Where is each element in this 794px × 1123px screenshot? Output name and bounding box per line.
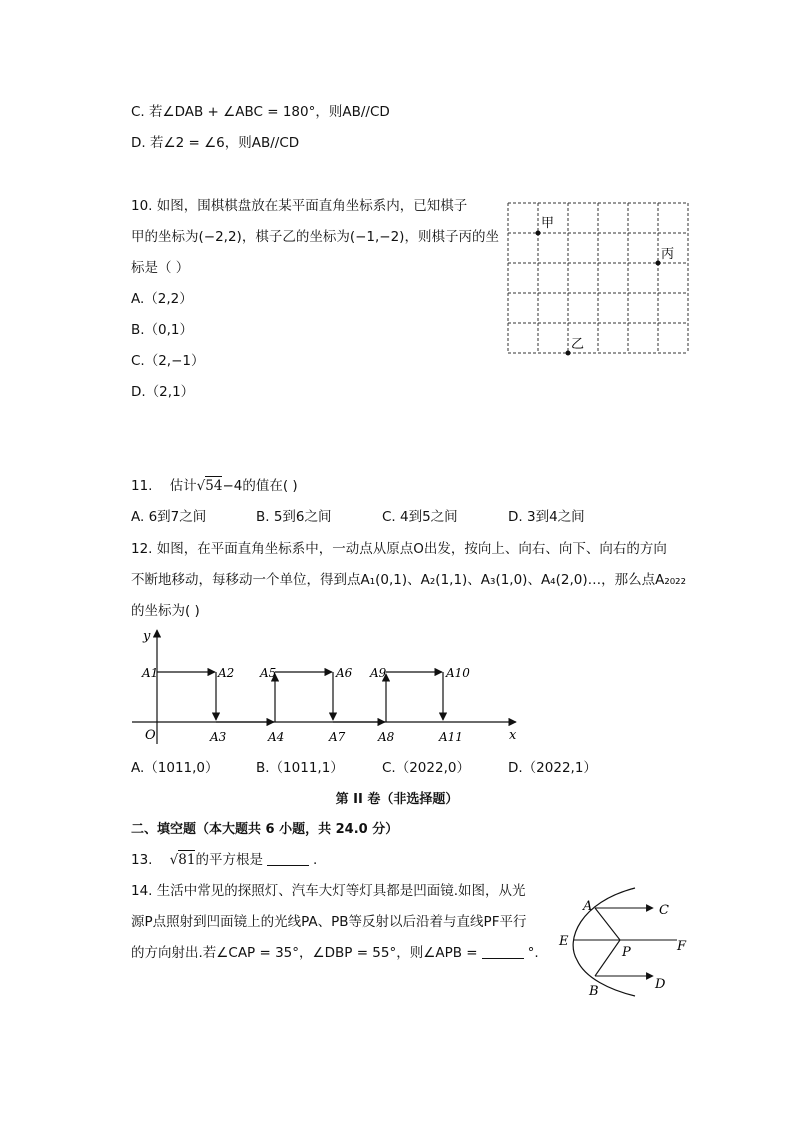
point-label-a2: A2 [218, 666, 235, 680]
q10-stem-line2: 甲的坐标为(−2,2)，棋子乙的坐标为(−1,−2)，则棋子丙的坐 [131, 229, 499, 245]
label-jia: 甲 [541, 216, 555, 231]
ray-pb [595, 940, 620, 976]
q10-option-c: C.（2,−1） [131, 353, 205, 369]
q12-stem-line1: 12. 如图，在平面直角坐标系中，一动点从原点O出发，按向上、向右、向下、向右的方向 [131, 541, 667, 557]
label-bing: 丙 [661, 247, 675, 262]
go-board-figure [500, 196, 700, 362]
point-label-a9: A9 [370, 666, 387, 680]
label-p: P [622, 945, 631, 960]
q10-stem-line1: 10. 如图，围棋棋盘放在某平面直角坐标系内，已知棋子 [131, 198, 468, 214]
part-two-title: 第 II 卷（非选择题） [335, 792, 459, 807]
q13-number: 13. [131, 852, 153, 868]
sqrt-sign-icon: √ [169, 852, 179, 868]
q14-stem-line3: 的方向射出.若∠CAP = 35°，∠DBP = 55°，则∠APB = [131, 945, 478, 961]
answer-blank[interactable] [267, 865, 309, 866]
q13-tail: . [312, 852, 318, 868]
q13-stem [131, 854, 317, 868]
origin-label: O [145, 728, 156, 743]
q11-pre: 估计 [169, 478, 197, 494]
q11-radicand: 54 [205, 478, 223, 494]
q11-option-d: D. 3到4之间 [508, 509, 585, 525]
q12-option-c: C.（2022,0） [382, 760, 470, 776]
ray-pa [595, 908, 620, 940]
label-c: C [659, 903, 669, 918]
q13-radicand: 81 [178, 852, 196, 868]
point-label-a10: A10 [446, 666, 470, 680]
q11-option-a: A. 6到7之间 [131, 509, 207, 525]
point-label-a3: A3 [210, 730, 227, 744]
q11-option-c: C. 4到5之间 [382, 509, 458, 525]
point-label-a1: A1 [142, 666, 159, 680]
q10-option-b: B.（0,1） [131, 322, 194, 338]
q11-number: 11. [131, 478, 153, 494]
point-label-a8: A8 [378, 730, 395, 744]
q11-option-b: B. 5到6之间 [256, 509, 332, 525]
q14-stem-line3-wrap [131, 947, 539, 961]
q14-stem-line1: 14. 生活中常见的探照灯、汽车大灯等灯具都是凹面镜.如图，从光 [131, 883, 526, 899]
label-a: A [583, 899, 593, 914]
sqrt-sign-icon: √ [196, 478, 206, 494]
label-yi: 乙 [571, 337, 585, 352]
q14-stem-line2: 源P点照射到凹面镜上的光线PA、PB等反射以后沿着与直线PF平行 [131, 914, 527, 930]
point-label-a11: A11 [439, 730, 463, 744]
q12-stem-line3: 的坐标为( ) [131, 603, 200, 619]
go-board-grid [508, 203, 688, 353]
point-label-a5: A5 [260, 666, 277, 680]
x-axis-label: x [509, 728, 517, 743]
label-f: F [677, 939, 687, 954]
label-e: E [559, 934, 569, 949]
y-axis-label: y [143, 629, 151, 644]
point-label-a4: A4 [268, 730, 285, 744]
q12-option-a: A.（1011,0） [131, 760, 219, 776]
q13-post: 的平方根是 [195, 852, 263, 868]
answer-blank[interactable] [482, 958, 524, 959]
stone-jia [536, 231, 541, 236]
q11-stem [131, 480, 298, 494]
q10-option-d: D.（2,1） [131, 384, 195, 400]
section-two-title: 二、填空题（本大题共 6 小题，共 24.0 分） [131, 822, 399, 837]
q9-option-c: C. 若∠DAB + ∠ABC = 180°，则AB//CD [131, 104, 390, 120]
stone-bing [656, 261, 661, 266]
q12-stem-line2: 不断地移动，每移动一个单位，得到点A₁(0,1)、A₂(1,1)、A₃(1,0)、A₄(2,0)…，那么点A₂₀₂₂ [131, 572, 686, 588]
q10-stem-line3: 标是（ ） [131, 260, 190, 276]
zigzag-path-figure [128, 626, 528, 748]
q12-option-d: D.（2022,1） [508, 760, 597, 776]
stone-yi [566, 351, 571, 356]
point-label-a6: A6 [336, 666, 353, 680]
concave-mirror-figure [555, 882, 695, 1002]
q12-option-b: B.（1011,1） [256, 760, 344, 776]
label-d: D [655, 977, 666, 992]
point-label-a7: A7 [329, 730, 346, 744]
movement-path [157, 672, 443, 722]
q9-option-d: D. 若∠2 = ∠6，则AB//CD [131, 135, 300, 151]
q14-tail: °. [527, 945, 539, 961]
q11-post: −4的值在( ) [222, 478, 298, 494]
label-b: B [589, 984, 599, 999]
q10-option-a: A.（2,2） [131, 291, 193, 307]
